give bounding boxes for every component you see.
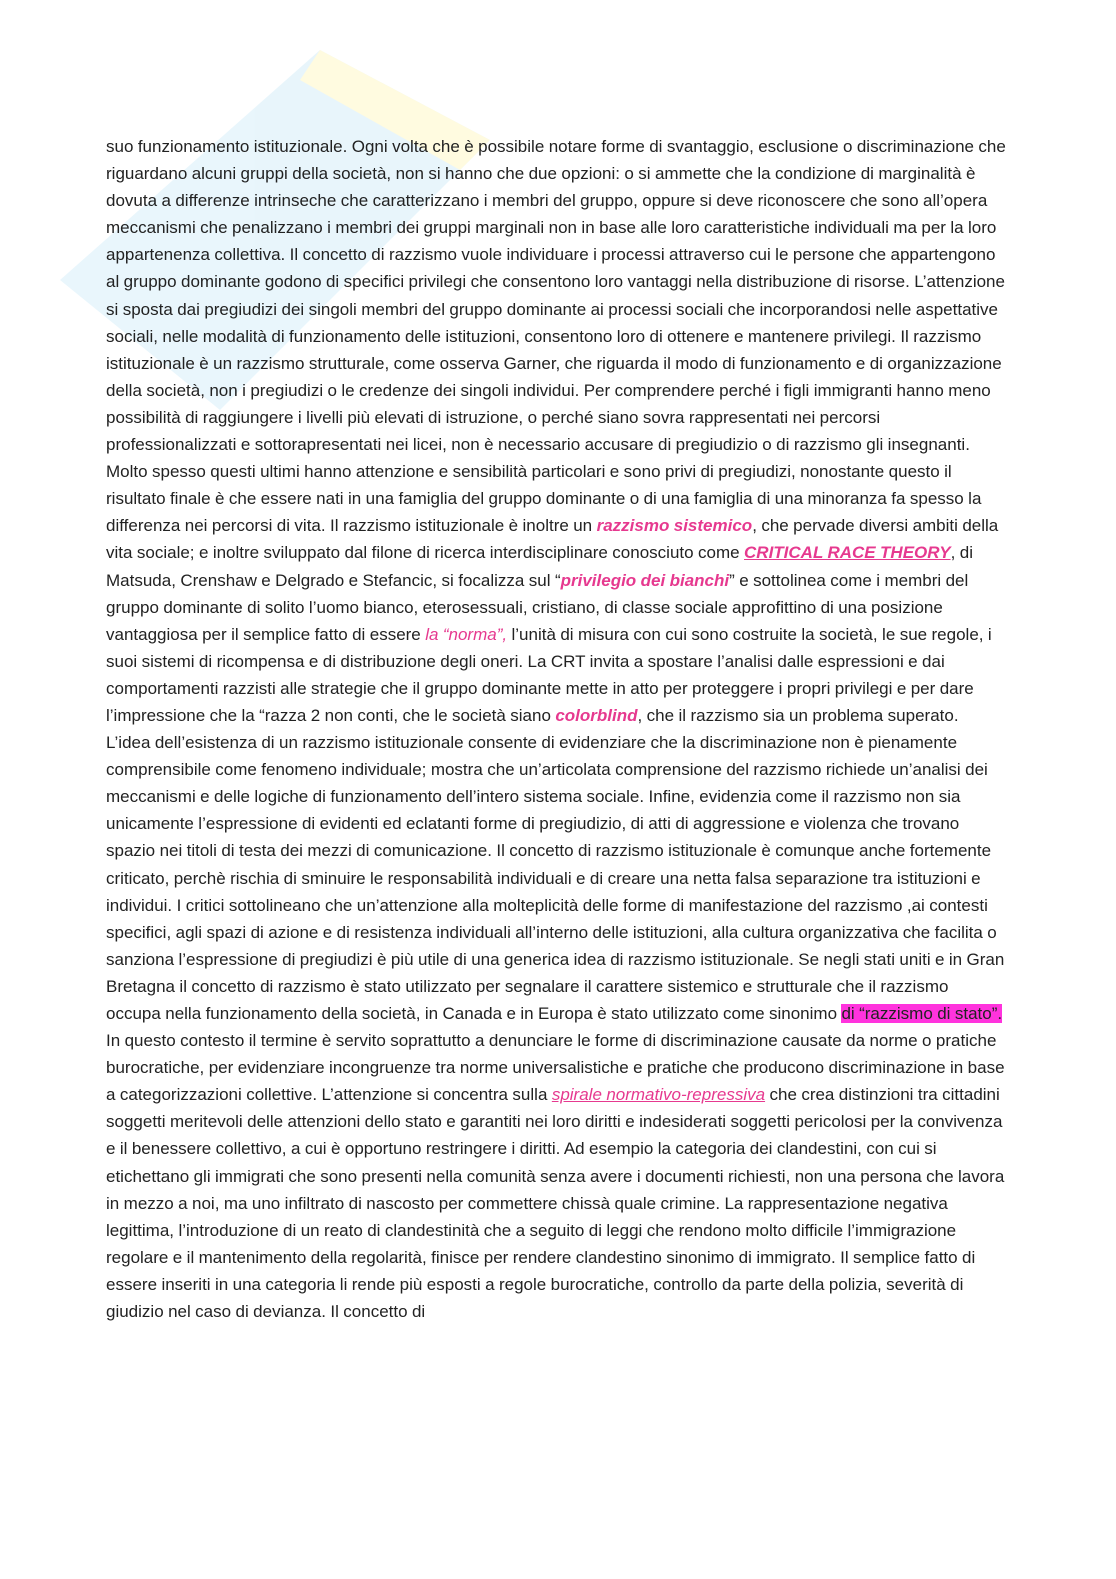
highlight-razzismo-di-stato: di “razzismo di stato”.: [841, 1004, 1003, 1023]
text-segment: che crea distinzioni tra cittadini soggetti meritevoli delle attenzioni dello stato e garantiti nei loro diritti e indesiderati soggetti pericolosi per la convivenza e il benessere collettivo, a cui è opportuno restringere i diritti. Ad esempio la categoria dei clandestini, con cui si etichettano gli immigrati che sono presenti nella comunità senza avere i documenti richiesti, non una persona che lavora in mezzo a noi, ma uno infiltrato di nascosto per commettere chissà quale crimine. La rappresentazione negativa legittima, l’introduzione di un reato di clandestinità che a seguito di leggi che rendono molto difficile l’immigrazione regolare e il mantenimento della regolarità, finisce per rendere clandestino sinonimo di immigrato. Il semplice fatto di essere inseriti in una categoria li rende più esposti a regole burocratiche, controllo da parte della polizia, severità di giudizio nel caso di devianza. Il concetto di: [106, 1085, 1005, 1322]
term-razzismo-sistemico: razzismo sistemico: [596, 516, 753, 536]
term-la-norma: la “norma”,: [425, 624, 508, 644]
text-segment: , che pervade diversi ambiti della vita sociale; e inoltre sviluppato dal filone di ricerca interdisciplinare conosciuto come: [106, 516, 999, 563]
term-critical-race-theory: CRITICAL RACE THEORY: [744, 543, 951, 563]
text-segment: In questo contesto il termine è servito soprattutto a denunciare le forme di discriminazione causate da norme o pratiche burocratiche, per evidenziare incongruenze tra norme universalistiche e pratiche che producono discriminazione in base a categorizzazioni collettive. L’attenzione si concentra sulla: [106, 1031, 1005, 1105]
term-spirale-normativo-repressiva: spirale normativo-repressiva: [551, 1085, 766, 1105]
text-segment: ” e sottolinea come i membri del gruppo dominante di solito l’uomo bianco, eterosessuali, cristiano, di classe sociale approfittino di una posizione vantaggiosa per il semplice fatto di essere: [106, 570, 969, 644]
text-segment: l’unità di misura con cui sono costruite la società, le sue regole, i suoi sistemi di ricompensa e di distribuzione degli oneri. La CRT invita a spostare l’analisi dalle espressioni e dai comportamenti razzisti alle strategie che il gruppo dominante mette in atto per proteggere i propri privilegi e per dare l’impressione che la “razza 2 non conti, che le società siano: [106, 624, 992, 725]
term-colorblind: colorblind: [555, 705, 638, 725]
text-segment: suo funzionamento istituzionale. Ogni volta che è possibile notare forme di svantaggio, esclusione o discriminazione che riguardano alcuni gruppi della società, non si hanno che due opzioni: o si ammette che la condizione di marginalità è dovuta a differenze intrinseche che caratterizzano i membri del gruppo, oppure si deve riconoscere che sono all’opera meccanismi che penalizzano i membri dei gruppi marginali non in base alle loro caratteristiche individuali ma per la loro appartenenza collettiva. Il concetto di razzismo vuole individuare i processi attraverso cui le persone che appartengono al gruppo dominante godono di specifici privilegi che consentono loro vantaggi nella distribuzione di risorse. L’attenzione si sposta dai pregiudizi dei singoli membri del gruppo dominante ai processi sociali che incorporandosi nelle aspettative sociali, nelle modalità di funzionamento delle istituzioni, consentono loro di ottenere e mantenere privilegi. Il razzismo istituzionale è un razzismo strutturale, come osserva Garner, che riguarda il modo di funzionamento e di organizzazione della società, non i pregiudizi o le credenze dei singoli individui. Per comprendere perché i figli immigranti hanno meno possibilità di raggiungere i livelli più elevati di istruzione, o perché siano sovra rappresentati nei percorsi professionalizzati e sottorapresentati nei licei, non è necessario accusare di pregiudizio o di razzismo gli insegnanti. Molto spesso questi ultimi hanno attenzione e sensibilità particolari e sono privi di pregiudizi, nonostante questo il risultato finale è che essere nati in una famiglia del gruppo dominante o di una famiglia di una minoranza fa spesso la differenza nei percorsi di vita. Il razzismo istituzionale è inoltre un: [106, 137, 1006, 536]
text-segment: , che il razzismo sia un problema superato. L’idea dell’esistenza di un razzismo istituzionale consente di evidenziare che la discriminazione non è pienamente comprensibile come fenomeno individuale; mostra che un’articolata comprensione del razzismo richiede un’analisi dei meccanismi e delle logiche di funzionamento dell’intero sistema sociale. Infine, evidenzia come il razzismo non sia unicamente l’espressione di evidenti ed eclatanti forme di pregiudizio, di atti di aggressione e violenza che trovano spazio nei titoli di testa dei mezzi di comunicazione. Il concetto di razzismo istituzionale è comunque anche fortemente criticato, perchè rischia di sminuire le responsabilità individuali e di creare una netta falsa separazione tra istituzioni e individui. I critici sottolineano che un’attenzione alla molteplicità delle forme di manifestazione del razzismo ,ai contesti specifici, agli spazi di azione e di resistenza individuali all’interno delle istituzioni, alla cultura organizzativa che facilita o sanziona l’espressione di pregiudizi è più utile di una generica idea di razzismo istituzionale. Se negli stati uniti e in Gran Bretagna il concetto di razzismo è stato utilizzato per segnalare il carattere sistemico e strutturale che il razzismo occupa nella funzionamento della società, in Canada e in Europa è stato utilizzato come sinonimo: [106, 705, 1005, 1023]
body-paragraph: [106, 133, 1006, 1325]
text-segment: , di Matsuda, Crenshaw e Delgrado e Stefancic, si focalizza sul “: [106, 543, 973, 590]
term-privilegio-dei-bianchi: privilegio dei bianchi: [560, 570, 730, 590]
